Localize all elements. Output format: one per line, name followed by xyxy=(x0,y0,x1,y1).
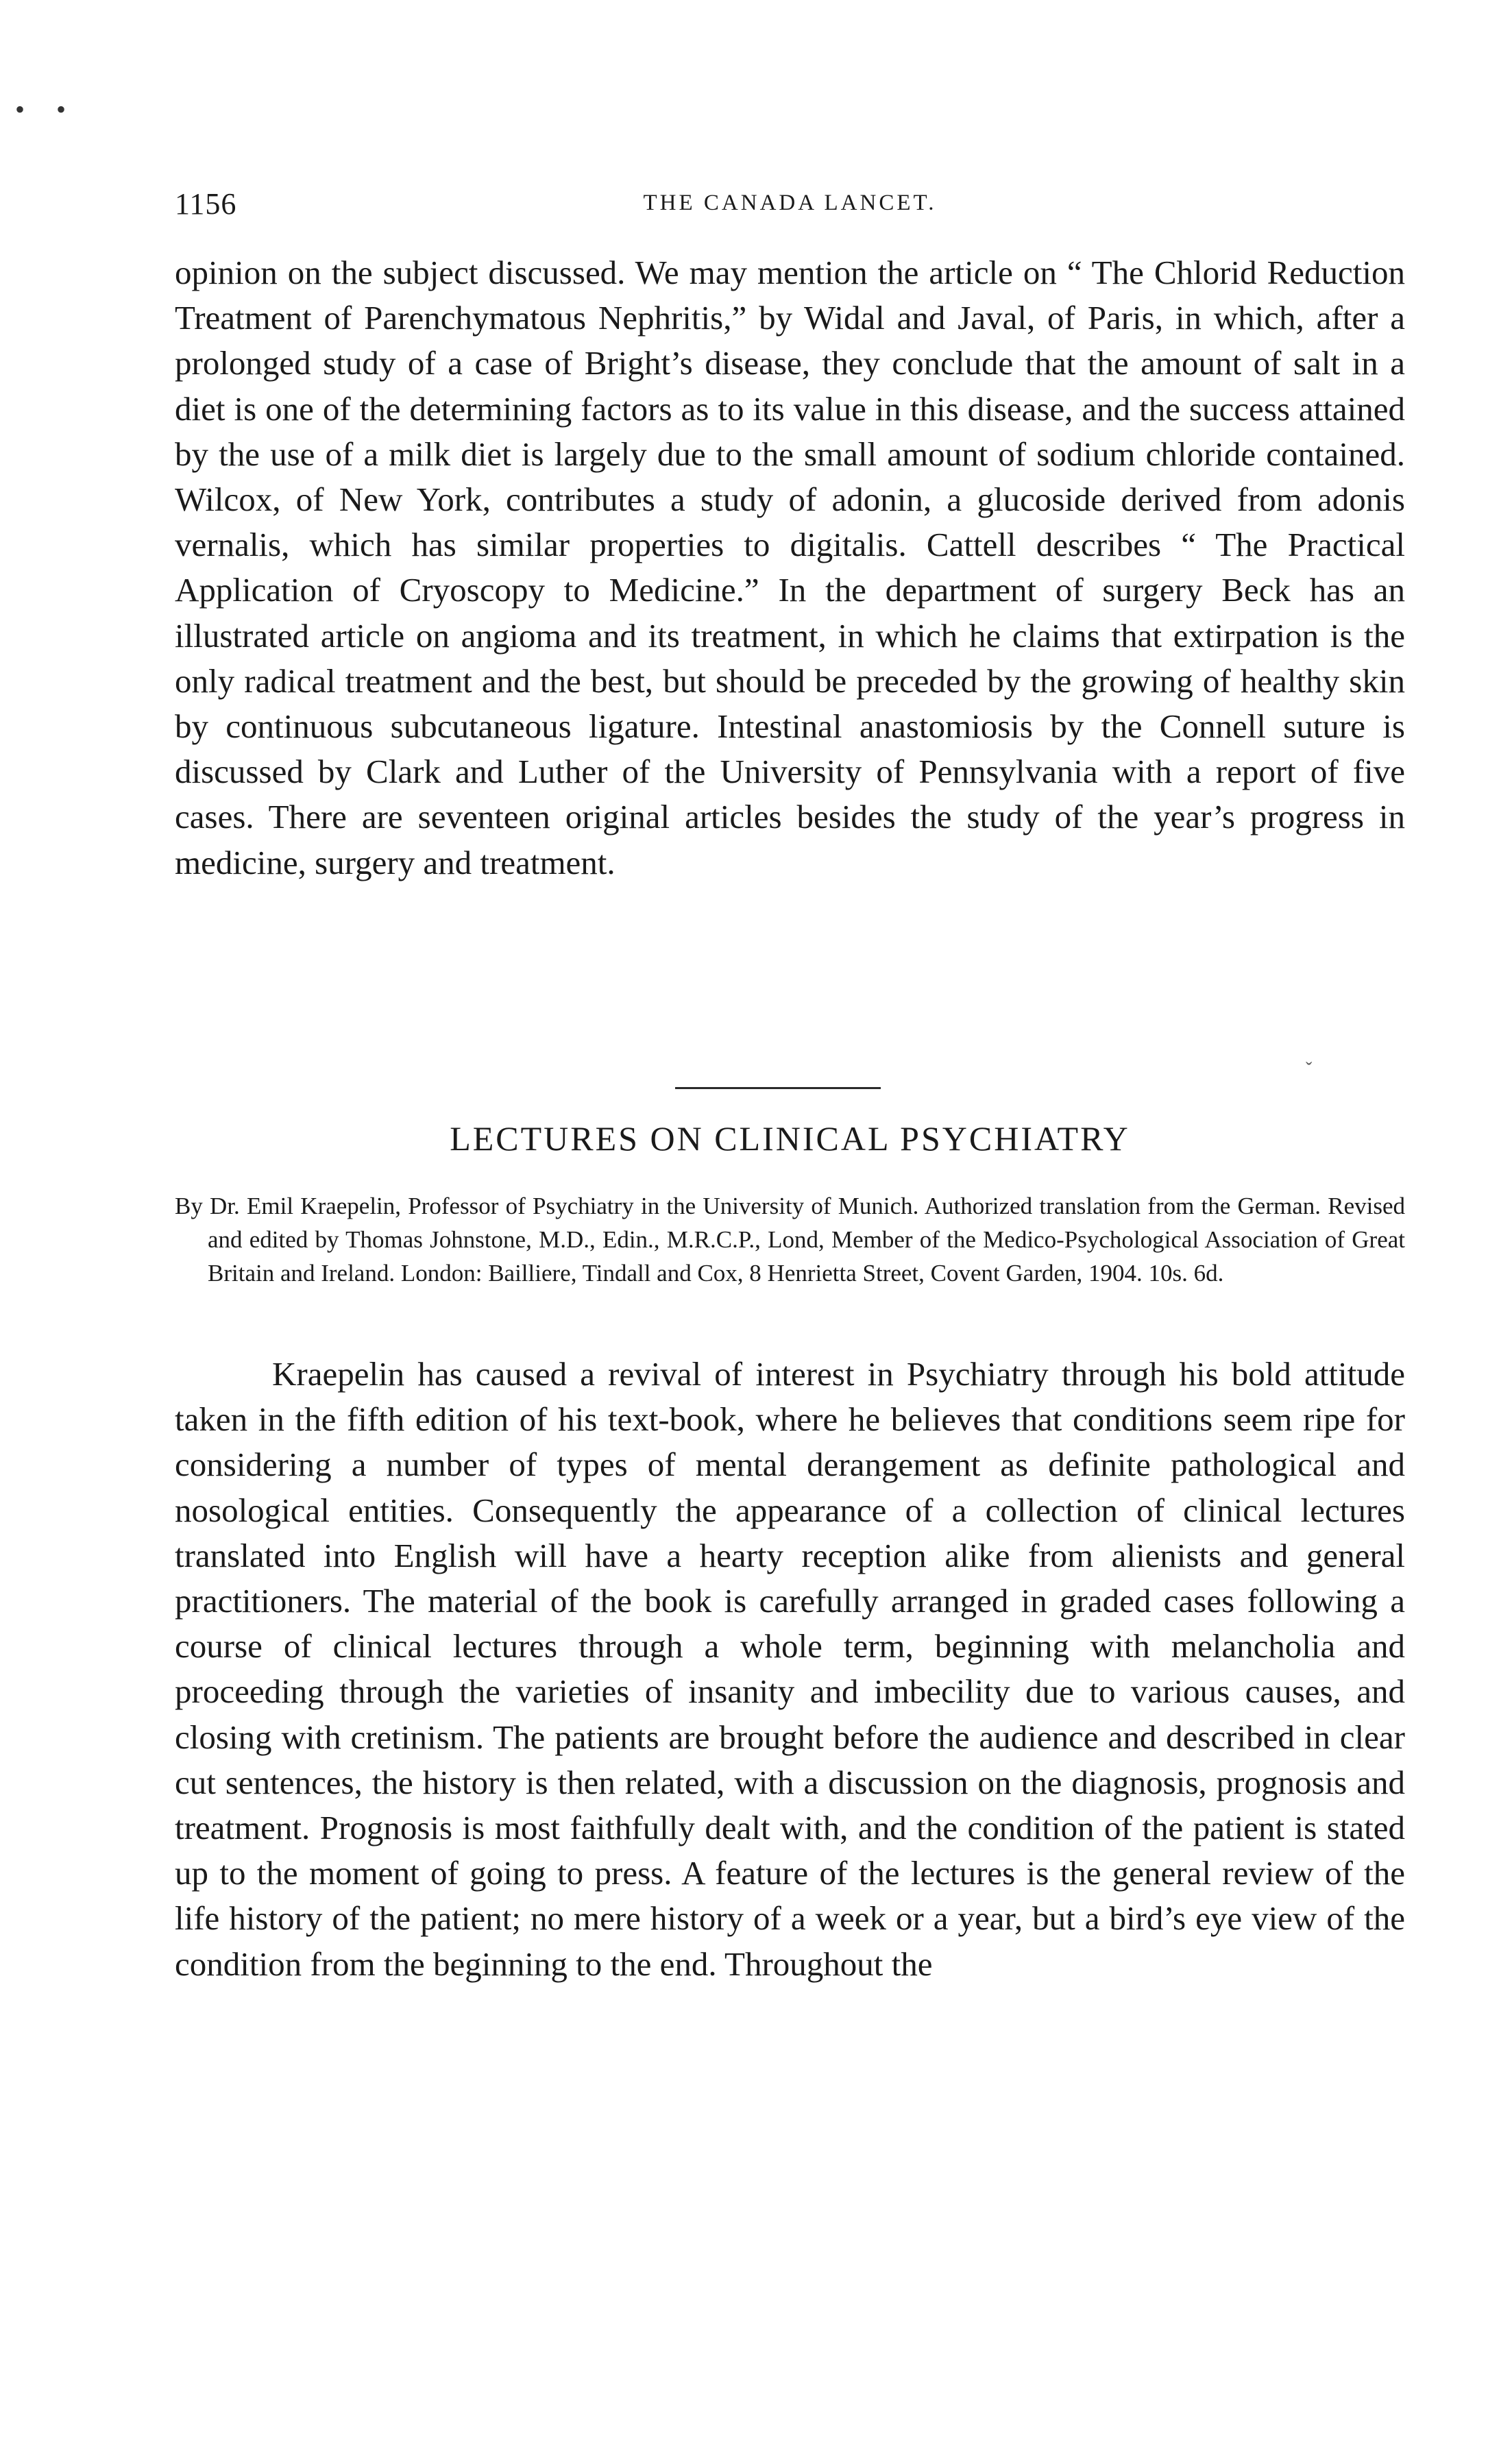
review-paragraph: Kraepelin has caused a revival of interest in Psychiatry through his bold attitude taken in the fifth edition of his text-book, where he believes that conditions seem ripe for considering a number of types of mental derangement as definite pathological and nosological entities. Consequently the appearance of a collection of clinical lectures translated into English will have a hearty reception alike from alienists and general practitioners. The material of the book is carefully arranged in graded cases following a course of clinical lectures through a whole term, beginning with melancholia and proceeding through the varieties of insanity and imbecility due to various causes, and closing with cretinism. The patients are brought before the audience and described in clear cut sentences, the history is then related, with a discussion on the diagnosis, prognosis and treatment. Prognosis is most faithfully dealt with, and the condition of the patient is stated up to the moment of going to press. A feature of the lectures is the general review of the life history of the patient; no mere history of a week or a year, but a bird’s eye view of the condition from the beginning to the end. Throughout the xyxy=(175,1355,1405,1983)
running-header xyxy=(175,186,1405,228)
running-title: THE CANADA LANCET. xyxy=(643,191,937,215)
stray-print-mark: ˇ xyxy=(1306,1059,1313,1080)
page-number: 1156 xyxy=(175,187,237,221)
body-paragraph-continued: opinion on the subject discussed. We may mention the article on “ The Chlorid Reduction Treatment of Parenchymatous Nephritis,” by Widal and Javal, of Paris, in which, after a prolonged study of a case of Bright’s disease, they conclude that the amount of salt in a diet is one of the determining factors as to its value in this disease, and the success attained by the use of a milk diet is largely due to the small amount of sodium chloride contained. Wilcox, of New York, contributes a study of adonin, a glucoside derived from adonis vernalis, which has similar properties to digitalis. Cattell describes “ The Practical Application of Cryoscopy to Medicine.” In the department of surgery Beck has an illustrated article on angioma and its treatment, in which he claims that extirpation is the only radical treatment and the best, but should be preceded by the growing of healthy skin by continuous subcutaneous ligature. Intestinal anastomiosis by the Connell suture is discussed by Clark and Luther of the University of Pennsylvania with a report of five cases. There are seventeen original articles besides the study of the year’s progress in medicine, surgery and treatment. xyxy=(175,254,1405,881)
section-divider-rule xyxy=(675,1087,881,1089)
review-heading: LECTURES ON CLINICAL PSYCHIATRY xyxy=(450,1119,1130,1158)
scan-corner-marks: • • xyxy=(15,94,79,125)
book-citation: By Dr. Emil Kraepelin, Professor of Psychiatry in the University of Munich. Authorized translation from the German. Revised and edited by Thomas Johnstone, M.D., Edin., M.R.C.P., Lond, Member of the Medico-Psychological Association of Great Britain and Ireland. London: Bailliere, Tindall and Cox, 8 Henrietta Street, Covent Garden, 1904. 10s. 6d. xyxy=(175,1193,1405,1287)
